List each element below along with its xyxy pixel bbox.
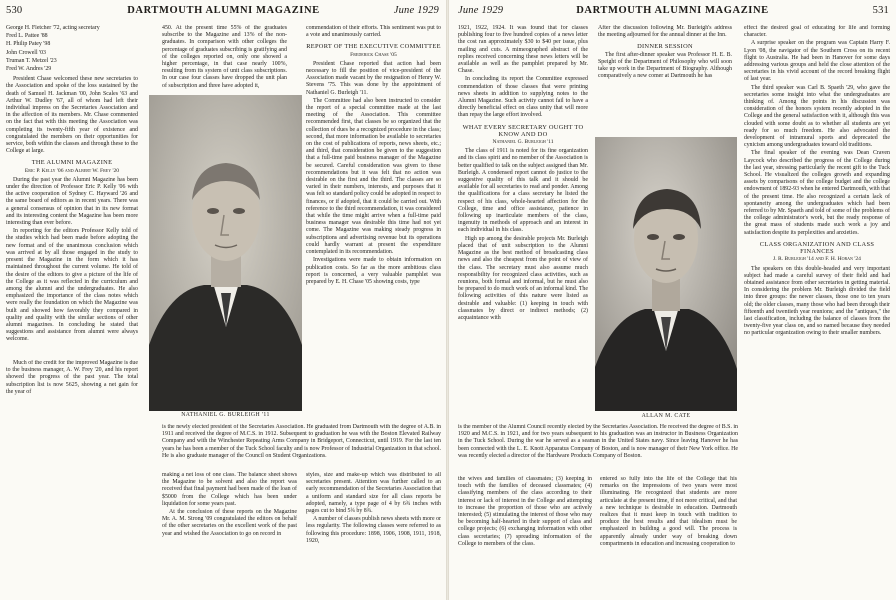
right-column-1: [458, 25, 588, 423]
left-running-title: DARTMOUTH ALUMNI MAGAZINE: [127, 5, 320, 16]
portrait-photo-cate: [595, 137, 737, 411]
secretary-roster-item: Fred L. Pattee '88: [6, 33, 48, 40]
right-bottom-column-b: [600, 476, 737, 596]
portrait-cate-image: [595, 137, 737, 411]
section-byline: Frederick Chase '05: [350, 51, 397, 58]
left-page-number: 530: [6, 5, 23, 16]
paragraph: 450. At the present time 55% of the graduates subscribe to the Magazine and 13% of the non-graduates. In comparison with other colleges the percentage of graduates subscribing is gratifying and of the colleges reported on, only one showed a higher percentage, in that case nearly 100%, resulting from its system of unit class subscriptions. In our case four classes have dropped the unit plan of subscription and three have adopted it,: [162, 25, 287, 89]
paragraph: making a net loss of one class. The balance sheet shows the Magazine to be solvent and also the report was received that final payment had been made of the loan of $5000 from the College which has been under liquidation for some years past.: [162, 472, 297, 507]
paragraph: Investigations were made to obtain information on publication costs. So far as the more ambitious class report is concerned, a very valuable pamphlet was prepared by E. H. Chase '05 showing costs, type: [306, 257, 441, 285]
paragraph: The third speaker was Carl B. Spaeth '29, who gave the secretaries some insight into what the undergraduates are thinking of. Among the points in his discussion was consideration of the honors system recently adopted in the College and the general satisfaction with it, although this was clouded with some doubt as to whether all students are yet ready for so much freedom. He also advocated the development of intramural sports and deprecated the cynicism among undergraduates toward old traditions.: [744, 84, 890, 149]
paragraph: President Chase welcomed these new secretaries to the Association and spoke of the loss sustained by the death of Samuel H. Jackman '00, John Scales '63 and Arthur W. Dudley '67, all of whom had left their individual impress on the Secretaries Association and in the affection of its members. Mr. Chase commented on the fact that with this meeting the Association was completing its twenty-fifth year of existence and congratulated the members on their opportunities for service, both within the classes and through these to the College at large.: [6, 76, 138, 155]
secretary-roster-item: Fred W. Andres '29: [6, 66, 52, 73]
section-byline: J. R. Burleigh '14 and F. H. Horan '24: [773, 256, 861, 263]
portrait-burleigh-image: [149, 95, 302, 411]
paragraph: commendation of their efforts. This sentiment was put to a vote and unanimously carried.: [306, 25, 441, 39]
section-byline: Nathaniel G. Burleigh '11: [492, 139, 554, 146]
left-column-1-lower: [6, 360, 138, 596]
right-column-3: [744, 25, 890, 596]
paragraph: is the member of the Alumni Council recently elected by the Secretaries Association. He received the degree of B.S. in 1920 and M.C.S. in 1921, and for two years subsequent to his graduation was an instructor in Business Organization in the Tuck School. During the war he served as a seaman in the United States navy. Since leaving Hanover he has been connected with the L. E. Knott Apparatus Company of Boston, and is now manager of their New York office. He was recently elected a director of the Hardware Products Company of Boston.: [458, 424, 738, 459]
right-page: [449, 0, 896, 600]
paragraph: 1921, 1922, 1924. It was found that for classes publishing four to five hundred copies of a news letter the cost ran approximately $30 to $40 per issue, plus mailing and cuts. A mimeographed abstract of the replies received concerning these news letters will be available as well as the pamphlet prepared by Mr. Chase.: [458, 25, 588, 75]
paragraph: The final speaker of the evening was Dean Craven Laycock who described the progress of the College during the last year, stressing particularly the recent gift to the Tuck School. He visualized the colleges growth and expanding assets by comparisons of the college budget and the college endowment of 1892-93 when he entered Dartmouth, with that of the present time. He also recognized a certain lack of spontaneity among the undergraduates which had been referred to by Mr. Spaeth and told of some of the problems of the college administrator's work, but the ready response of the great mass of students made such work a joy and satisfaction despite its perplexities and anxieties.: [744, 150, 890, 236]
left-issue-date: June 1929: [393, 5, 439, 16]
paragraph: Much of the credit for the improved Magazine is due to the business manager, A. W. Frey '20, and his report showed the progress of the past year. The total subscription list is now 5625, showing a net gain for the year of: [6, 360, 138, 395]
secretary-roster-item: H. Philip Patey '98: [6, 41, 51, 48]
left-page: [0, 0, 447, 600]
section-byline: Eric P. Kelly '06 and Albert W. Frey '20: [24, 167, 120, 174]
paragraph: the wives and families of classmates; (3) keeping in touch with the families of deceased classmates; (4) classifying members of the class according to their interest or lack of interest in the College and attempting to increase the proportion of those who are actively interested; (5) stimulating the interest of those who may be becoming half-hearted in their support of class and college projects; (6) exchanging information with other class secretaries; (7) spreading information of the College to members of the class.: [458, 476, 592, 547]
left-running-header: [0, 5, 447, 19]
right-bottom-column-a: [458, 476, 592, 596]
section-heading-class-organization: CLASS ORGANIZATION AND CLASS FINANCES: [759, 240, 875, 256]
paragraph: The speakers on this double-headed and very important subject had made a careful survey of their field and had obtained assistance from other secretaries in getting material. In considering the problem Mr. Burleigh divided the field into three groups: the newer classes, those one to ten years old; the older classes, many those who had been through their fifteenth and twentieth year reunions; and the "antiques," the last classification, including the balance of classes from the twenty-five year class on, and so named because they needed no particular organization owing to their smaller numbers.: [744, 265, 890, 337]
paragraph: A number of classes publish news sheets with more or less regularity. The following classes were referred to as following this procedure: 1898, 1906, 1908, 1911, 1918, 1920,: [306, 516, 441, 544]
left-column-1: [6, 25, 138, 355]
paragraph: President Chase reported that action had been necessary to fill the position of vice-president of the Association made vacant by the resignation of Henry W. Stevens '75. This was done by the appointment of Nathaniel G. Burleigh '11.: [306, 60, 441, 96]
left-bottom-column-b: [306, 472, 441, 596]
right-issue-date: June 1929: [458, 5, 504, 16]
right-running-title: DARTMOUTH ALUMNI MAGAZINE: [576, 5, 769, 16]
paragraph: A surprise speaker on the program was Captain Harry F. Lyon '08, the navigator of the Southern Cross on its recent flight to Australia. He had been in Hanover for some days addressing various groups and held the close attention of the secretaries in his vivid account of the record breaking flight of last year.: [744, 40, 890, 83]
paragraph: In concluding its report the Committee expressed commendation of those classes that were printing news sheets in addition to supplying notes to the Alumni Magazine. Such activity cannot fail to have a directly beneficial effect on class unity that will more than repay the large effort involved.: [458, 76, 588, 119]
paragraph: is the newly elected president of the Secretaries Association. He graduated from Dartmouth with the degree of A.B. in 1911 and received the degree of M.C.S. in 1912. Subsequent to graduation he was with the Boston Elevated Railway Company and with the Winchester Repeating Arms Company in Bridgeport, Connecticut, until 1919. For the last ten years he has been a member of the Tuck School faculty and is now Professor of Industrial Organization in that school. He is also graduate manager of the Council on Student Organizations.: [162, 424, 441, 459]
secretary-roster-item: George H. Fletcher '72, acting secretary: [6, 25, 100, 31]
paragraph: During the past year the Alumni Magazine has been under the direction of Professor Eric P. Kelly '06 with the active cooperation of Sydney C. Hayward '26 and the same board of editors as in recent years. There was a general consensus of opinion that in its new format and its interesting content the Magazine has been more interesting than ever before.: [6, 176, 138, 227]
paragraph: In reporting for the editors Professor Kelly told of the studies which had been made before adopting the new format and of the unanimous conclusion which was arrived at by all those engaged in the study to present the Magazine in the form which it has maintained throughout the current volume. He told of the desire of the editors to give a picture of the life of the College as it was reflected in the curriculum and among the alumni and the undergraduates. He also emphasized the importance of the class notes which were really the foundation on which the Magazine was built and showed how favorably they compared in quality and quality with the similar sections of other alumni magazines. In concluding he stated that suggestions and assistance from alumni were always welcome.: [6, 228, 138, 343]
secretary-roster-item: John Crowell '03: [6, 49, 47, 56]
paragraph: After the discussion following Mr. Burleigh's address the meeting adjourned for the annual dinner at the Inn.: [598, 25, 732, 39]
paragraph: At the conclusion of these reports on the Magazine Mr. A. M. Strong '09 congratulated the editors on behalf of the other secretaries on the excellent work of the past year and wished the Association to go on record in: [162, 509, 297, 537]
right-page-number: 531: [872, 5, 889, 16]
paragraph: styles, size and make-up which was distributed to all secretaries present. Attention was further called to an early recommendation of the Secretaries Association that a uniform and standard size for all class reports be adopted, namely, a type page of 4 by 6¾ inches with pages cut to bind 5¾ by 8¾.: [306, 472, 441, 515]
paragraph: The first after-dinner speaker was Professor H. E. B. Speight of the Department of Philosophy who will soon take up work in the Department of Biography. Although comparatively a new comer at Dartmouth he has: [598, 51, 732, 80]
paragraph: High up among the desirable projects Mr. Burleigh placed that of unit subscription to the Alumni Magazine as the best method of broadcasting class news and also the cheapest from the point of view of the class. The secretary must also assume much responsibility for recognized class activities, such as reunions, both formal and informal, but he must also be prepared to do much work of an informal kind. The following activities of this nature were listed as desirable and valuable: (1) keeping in touch with classmates by direct or indirect methods; (2) acquaintance with: [458, 235, 588, 321]
left-column-3: [306, 25, 441, 423]
paragraph: The class of 1911 is noted for its fine organization and its class spirit and no member of the Association is better qualified to talk on the subject assigned than Mr. Burleigh. A condensed report cannot do justice to the suggestive quality of this talk and it should be available for all secretaries to read and ponder. Among the qualifications for a class secretary he listed the respect of his class, whole-hearted affection for the College, time and office assistance, patience in following up inarticulate members of the class, ingenuity in methods of approach and an interest in each individual in his class.: [458, 148, 588, 234]
right-running-header: [449, 5, 896, 19]
paragraph: The Committee had also been instructed to consider the report of a special committee made at the last meeting of the Association. This committee recommended first, that classes be so organized that the collection of dues be a recognized procedure in the class; second, that more information be available to secretaries on the cost of publications of reports, news sheets, etc.; and third, that consideration be given to the suggestion that a full-time paid business manager of the Magazine be secured. Careful consideration was given to these recommendations but it was felt that no action was desirable on the first and the third. The classes are so varied in their numbers, interests, and purposes that it was felt so standard policy could be adopted in respect to finances, or if adopted, that it could be carried out. With reference to the third recommendation, it was considered that while the time might arrive when a full-time paid business manager was desirable this time had not yet come. The Magazine was making steady progress in subscriptions and advertising revenue but its operations could hardly warrant at present the expenditure contemplated in its recommendation.: [306, 97, 441, 256]
paragraph: effect the desired goal of educating for life and forming character.: [744, 25, 890, 39]
section-heading-alumni-magazine: THE ALUMNI MAGAZINE: [31, 159, 113, 167]
photo-caption-burleigh: NATHANIEL G. BURLEIGH '11: [181, 412, 270, 418]
right-column-2-top: [598, 25, 732, 133]
photo-caption-cate: ALLAN M. CATE: [641, 413, 691, 419]
left-bottom-column-a: [162, 472, 297, 596]
section-heading-every-secretary: WHAT EVERY SECRETARY OUGHT TO KNOW AND DO: [462, 123, 584, 138]
cate-bio: [458, 424, 738, 472]
section-heading-dinner-session: DINNER SESSION: [637, 43, 693, 51]
portrait-photo-burleigh: [149, 95, 302, 411]
left-column-2-top: [162, 25, 287, 91]
paragraph: entered so fully into the life of the College that his remarks on the impressions of two years were most illuminating. He recognized that students are more articulate at the present time, if not more critical, and that a new technique is desirable in education. Dartmouth realizes that it must keep in touch with tradition to produce the best results and that idealism must be emphasized in building a good will. The process is apparently already under way of breaking down compartments in education and increasing cooperation to: [600, 476, 737, 547]
burleigh-bio: [162, 424, 441, 468]
section-heading-executive-committee: REPORT OF THE EXECUTIVE COMMITTEE: [306, 43, 441, 51]
secretary-roster-item: Truman T. Metzel '23: [6, 57, 57, 64]
